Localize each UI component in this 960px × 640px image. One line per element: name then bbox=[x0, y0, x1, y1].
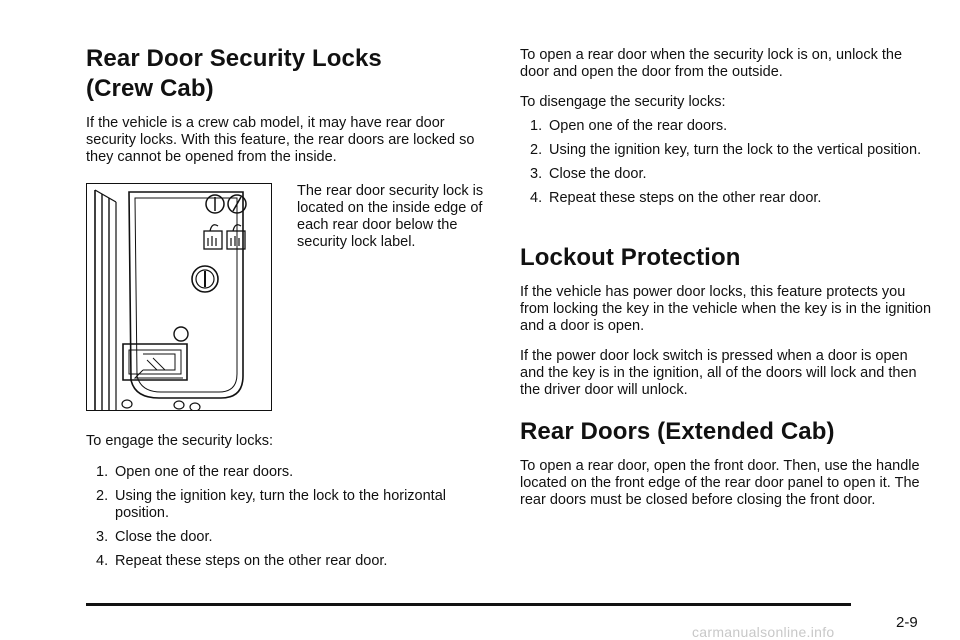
page-number: 2-9 bbox=[896, 614, 918, 631]
step-number: 1. bbox=[96, 464, 109, 480]
step-text: Open one of the rear doors. bbox=[549, 118, 728, 134]
step-number: 2. bbox=[530, 142, 543, 158]
security-lock-cylinder bbox=[192, 266, 218, 292]
lockout-paragraph-2: If the power door lock switch is pressed when a door is open and the key is in the ignition, all of the doors will lock and then the driver door will unlock. bbox=[520, 348, 917, 398]
disengage-steps-list bbox=[520, 118, 932, 207]
disengage-heading: To disengage the security locks: bbox=[520, 94, 726, 110]
figure-caption: The rear door security lock is located on the inside edge of each rear door below the security lock label. bbox=[297, 183, 484, 250]
figure-row bbox=[86, 183, 494, 413]
step-number: 1. bbox=[530, 118, 543, 134]
title-line-1: Rear Door Security Locks bbox=[86, 45, 382, 72]
step-text: Using the ignition key, turn the lock to the vertical position. bbox=[549, 142, 922, 158]
latch-striker bbox=[123, 344, 187, 380]
section-title-crew-cab bbox=[86, 74, 214, 104]
step-text: Open one of the rear doors. bbox=[115, 464, 294, 480]
footer-rule bbox=[86, 603, 851, 606]
list-item bbox=[520, 118, 932, 135]
child-lock-symbol bbox=[204, 225, 245, 249]
list-item bbox=[520, 190, 932, 207]
section-title-security-locks bbox=[86, 44, 382, 74]
list-item bbox=[86, 488, 494, 522]
lockout-paragraph-1: If the vehicle has power door locks, this feature protects you from locking the key in the vehicle when the key is in the ignition and a door is open. bbox=[520, 284, 932, 334]
step-text: Using the ignition key, turn the lock to the horizontal position. bbox=[115, 488, 447, 521]
step-number: 2. bbox=[96, 488, 109, 504]
open-rear-door-paragraph: To open a rear door when the security lock is on, unlock the door and open the door from the outside. bbox=[520, 47, 903, 80]
door-lock-drawing bbox=[87, 184, 272, 411]
step-number: 3. bbox=[530, 166, 543, 182]
step-number: 4. bbox=[96, 553, 109, 569]
list-item bbox=[86, 553, 494, 570]
section-title-lockout-protection: Lockout Protection bbox=[520, 244, 741, 271]
extended-cab-paragraph: To open a rear door, open the front door. Then, use the handle located on the front edge of the rear door panel to open it. The rear doors must be closed before closing the front door. bbox=[520, 458, 920, 508]
step-text: Close the door. bbox=[549, 166, 647, 182]
list-item bbox=[86, 529, 494, 546]
step-number: 4. bbox=[530, 190, 543, 206]
step-text: Close the door. bbox=[115, 529, 213, 545]
list-item bbox=[520, 166, 932, 183]
engage-steps-list bbox=[86, 464, 494, 570]
intro-paragraph: If the vehicle is a crew cab model, it may have rear door security locks. With this feature, the rear doors are locked so they cannot be opened from the inside. bbox=[86, 115, 475, 165]
step-number: 3. bbox=[96, 529, 109, 545]
title-line-2: (Crew Cab) bbox=[86, 75, 214, 102]
engage-heading: To engage the security locks: bbox=[86, 433, 273, 449]
step-text: Repeat these steps on the other rear door. bbox=[549, 190, 822, 206]
list-item bbox=[86, 464, 494, 481]
section-title-rear-doors-extended: Rear Doors (Extended Cab) bbox=[520, 418, 835, 445]
list-item bbox=[520, 142, 932, 159]
watermark: carmanualsonline.info bbox=[692, 624, 835, 640]
door-lock-illustration bbox=[86, 183, 272, 411]
step-text: Repeat these steps on the other rear door. bbox=[115, 553, 388, 569]
